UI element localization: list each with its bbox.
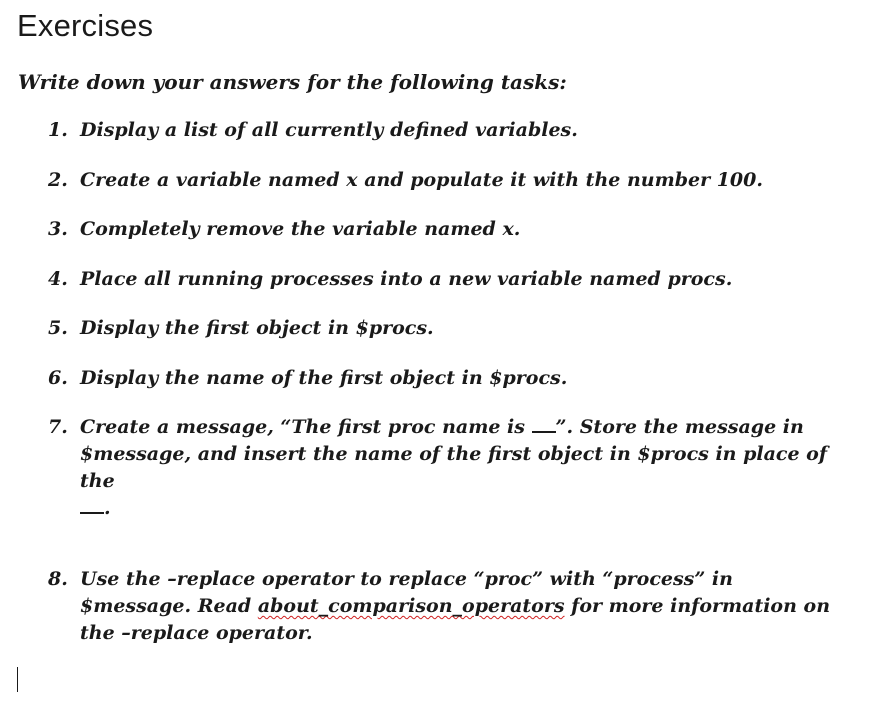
- task-number: 6.: [48, 367, 68, 389]
- task-number: 1.: [48, 119, 68, 141]
- task-number: 4.: [48, 268, 68, 290]
- page-title: Exercises: [17, 8, 154, 43]
- task-text-segment: .: [104, 497, 111, 519]
- task-text: Display the first object in $procs.: [80, 317, 434, 339]
- task-number: 2.: [48, 169, 68, 191]
- task-text: Create a variable named x and populate it with the number 100.: [80, 169, 763, 191]
- task-number: 3.: [48, 218, 68, 240]
- task-number: 7.: [48, 416, 68, 438]
- task-text: Display a list of all currently defined variables.: [80, 119, 578, 141]
- task-text-segment: ”. Store the message in $message, and insert the name of the first object in $procs in place of the: [80, 416, 828, 492]
- task-number: 8.: [48, 568, 68, 590]
- instructions-intro: Write down your answers for the following tasks:: [18, 70, 567, 94]
- task-text: Display the name of the first object in $procs.: [80, 367, 568, 389]
- answer-blank: [80, 495, 104, 514]
- answer-blank: [532, 414, 556, 433]
- task-text-segment: for more information on the –replace operator.: [80, 595, 831, 644]
- task-text: Place all running processes into a new variable named procs.: [80, 268, 733, 290]
- task-text: [80, 566, 840, 647]
- text-cursor: [17, 667, 18, 692]
- task-number: 5.: [48, 317, 68, 339]
- task-text-segment: Use the –replace operator to replace “proc” with “process” in $message. Read: [80, 568, 733, 617]
- task-text: Completely remove the variable named x.: [80, 218, 521, 240]
- task-text-segment: Create a message, “The first proc name is: [80, 416, 532, 438]
- task-text: [80, 414, 840, 522]
- help-topic-reference: about_comparison_operators: [257, 595, 565, 617]
